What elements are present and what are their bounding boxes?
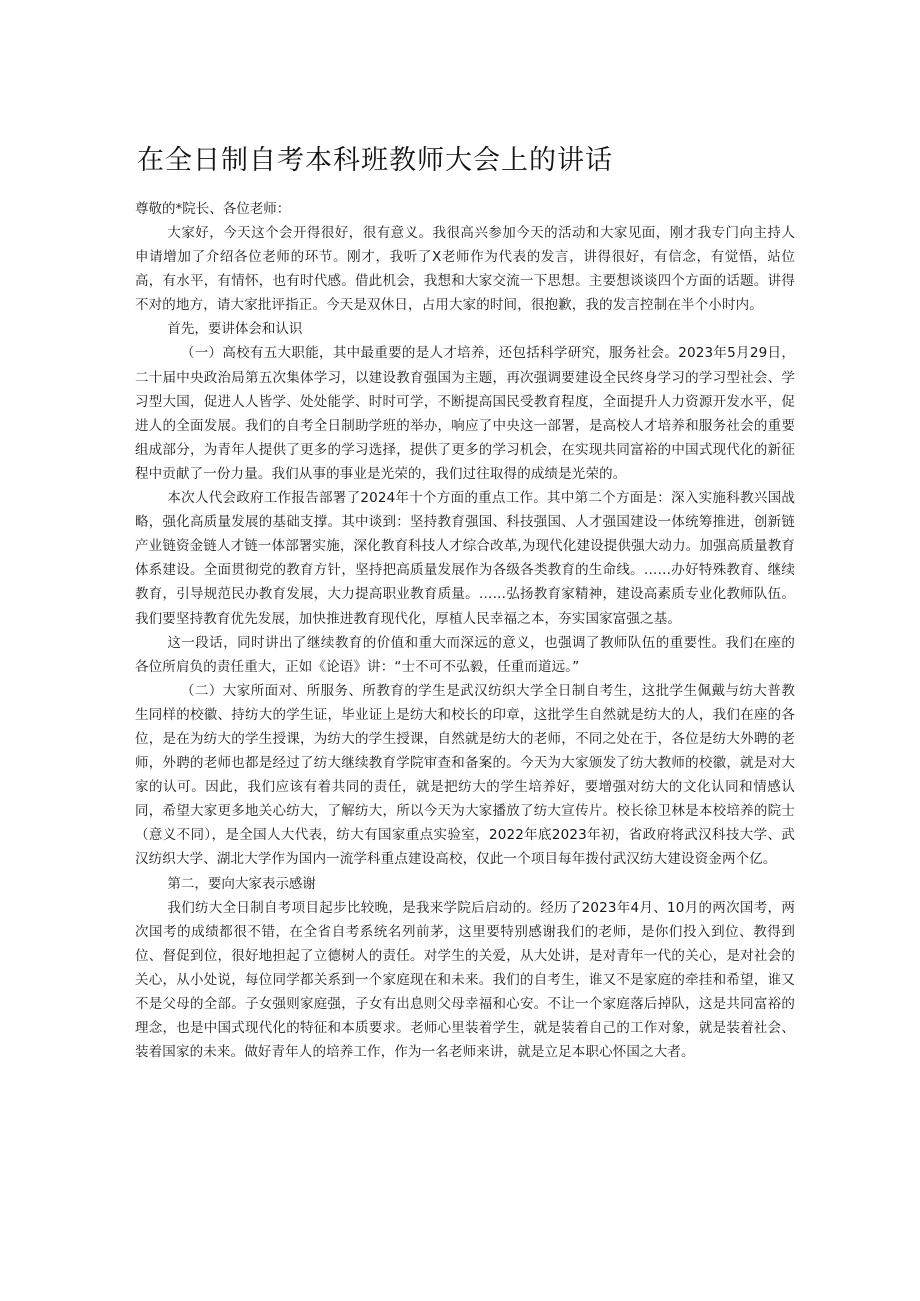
document-title: 在全日制自考本科班教师大会上的讲话 xyxy=(137,145,613,176)
section-heading-second: 第二，要向大家表示感谢 xyxy=(167,875,316,892)
salutation: 尊敬的*院长、各位老师： xyxy=(135,201,291,217)
paragraph-opening: 大家好，今天这个会开得很好，很有意义。我很高兴参加今天的活动和大家见面，刚才我专门向主持人申请增加了介绍各位老师的环节。刚才，我听了X老师作为代表的发言，讲得很好，有信念，有觉悟，站位高，有水平，有情怀，也有时代感。借此机会，我想和大家交流一下思想。主要想谈谈四个方面的话题。讲得不对的地方，请大家批评指正。今天是双休日，占用大家的时间，很抱歉，我的发言控制在半个小时内。 xyxy=(135,225,795,314)
paragraph-point-one: （一）高校有五大职能，其中最重要的是人才培养，还包括科学研究，服务社会。2023年5月29日，二十届中央政治局第五次集体学习，以建设教育强国为主题，再次强调要建设全民终身学习的学习型社会、学习型大国，促进人人皆学、处处能学、时时可学，不断提高国民受教育程度，全面提升人力资源开发水平，促进人的全面发展。我们的自考全日制助学班的举办，响应了中央这一部署，是高校人才培养和服务社会的重要组成部分，为青年人提供了更多的学习选择，提供了更多的学习机会，在实现共同富裕的中国式现代化的新征程中贡献了一份力量。我们从事的事业是光荣的，我们过往取得的成绩是光荣的。 xyxy=(135,345,795,482)
paragraph-thanks: 我们纺大全日制自考项目起步比较晚，是我来学院后启动的。经历了2023年4月、10月的两次国考，两次国考的成绩都很不错，在全省自考系统名列前茅，这里要特别感谢我们的老师，是你们投入到位、教得到位、督促到位，很好地担起了立德树人的责任。对学生的关爱，从大处讲，是对青年一代的关心，是对社会的关心，从小处说，每位同学都关系到一个家庭现在和未来。我们的自考生，谁又不是家庭的牵挂和希望，谁又不是父母的全部。子女强则家庭强，子女有出息则父母幸福和心安。不让一个家庭落后掉队，这是共同富裕的理念，也是中国式现代化的特征和本质要求。老师心里装着学生，就是装着自己的工作对象，就是装着社会、装着国家的未来。做好青年人的培养工作，作为一名老师来讲，就是立足本职心怀国之大者。 xyxy=(135,899,795,1061)
section-heading-first: 首先，要讲体会和认识 xyxy=(167,321,303,338)
document-page xyxy=(135,143,795,1064)
paragraph-point-two: （二）大家所面对、所服务、所教育的学生是武汉纺织大学全日制自考生，这批学生佩戴与纺大普教生同样的校徽、持纺大的学生证，毕业证上是纺大和校长的印章，这批学生自然就是纺大的人，我们在座的各位，是在为纺大的学生授课，为纺大的学生授课，自然就是纺大的老师，不同之处在于，各位是纺大外聘的老师，外聘的老师也都是经过了纺大继续教育学院审查和备案的。今天为大家颁发了纺大教师的校徽，就是对大家的认可。因此，我们应该有着共同的责任，就是把纺大的学生培养好，要增强对纺大的文化认同和情感认同，希望大家更多地关心纺大，了解纺大，所以今天为大家播放了纺大宣传片。校长徐卫林是本校培养的院士（意义不同），是全国人大代表，纺大有国家重点实验室，2022年底2023年初，省政府将武汉科技大学、武汉纺织大学、湖北大学作为国内一流学科重点建设高校，仅此一个项目每年拨付武汉纺大建设资金两个亿。 xyxy=(135,682,795,868)
paragraph-significance: 这一段话，同时讲出了继续教育的价值和重大而深远的意义，也强调了教师队伍的重要性。我们在座的各位所肩负的责任重大，正如《论语》讲：“士不可不弘毅，任重而道远。” xyxy=(135,634,795,675)
paragraph-government-report: 本次人代会政府工作报告部署了2024年十个方面的重点工作。其中第二个方面是：深入实施科教兴国战略，强化高质量发展的基础支撑。其中谈到：坚持教育强国、科技强国、人才强国建设一体统筹推进，创新链产业链资金链人才链一体部署实施，深化教育科技人才综合改革,为现代化建设提供强大动力。加强高质量教育体系建设。全面贯彻党的教育方针，坚持把高质量发展作为各级各类教育的生命线。……办好特殊教育、继续教育，引导规范民办教育发展，大力提高职业教育质量。……弘扬教育家精神，建设高素质专业化教师队伍。我们要坚持教育优先发展，加快推进教育现代化，厚植人民幸福之本，夯实国家富强之基。 xyxy=(135,490,795,627)
